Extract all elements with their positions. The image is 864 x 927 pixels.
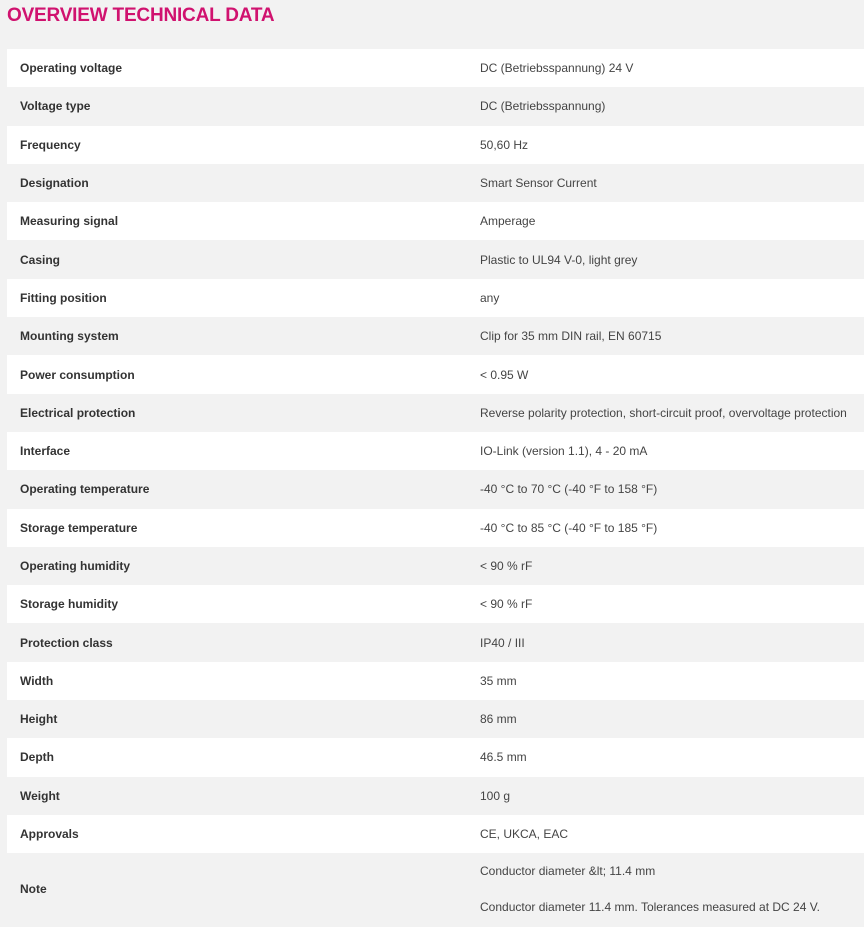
spec-label: Frequency <box>20 137 81 152</box>
spec-label: Protection class <box>20 635 113 650</box>
spec-label: Casing <box>20 252 61 267</box>
table-row <box>7 738 864 776</box>
spec-value: DC (Betriebsspannung) <box>480 99 606 114</box>
spec-label: Storage humidity <box>20 597 119 612</box>
spec-label: Interface <box>20 444 71 459</box>
spec-value: any <box>480 290 500 305</box>
table-row <box>7 317 864 355</box>
spec-label: Fitting position <box>20 290 107 305</box>
table-row <box>7 509 864 547</box>
spec-value: 100 g <box>480 788 511 803</box>
table-row <box>7 662 864 700</box>
table-row <box>7 202 864 240</box>
spec-value: 35 mm <box>480 673 517 688</box>
table-row <box>7 623 864 661</box>
table-row <box>7 87 864 125</box>
spec-value: IO-Link (version 1.1), 4 - 20 mA <box>480 444 648 459</box>
note-line: Conductor diameter &lt; 11.4 mm <box>480 864 656 879</box>
spec-label: Mounting system <box>20 329 119 344</box>
spec-value: < 0.95 W <box>480 367 529 382</box>
spec-label: Operating humidity <box>20 559 131 573</box>
spec-value: 46.5 mm <box>480 750 527 765</box>
note-value <box>480 864 864 914</box>
table-row <box>7 585 864 623</box>
technical-data-table <box>7 49 864 925</box>
spec-label: Power consumption <box>20 367 135 382</box>
spec-label: Operating temperature <box>20 482 150 497</box>
spec-label: Storage temperature <box>20 520 138 535</box>
spec-value: 86 mm <box>480 712 517 727</box>
table-row <box>7 470 864 508</box>
spec-label: Measuring signal <box>20 214 119 229</box>
table-row <box>7 394 864 432</box>
table-row <box>7 49 864 87</box>
spec-label: Note <box>20 882 47 897</box>
spec-value: < 90 % rF <box>480 559 533 573</box>
table-row <box>7 815 864 853</box>
spec-value: Plastic to UL94 V-0, light grey <box>480 252 638 267</box>
table-row <box>7 240 864 278</box>
spec-value: 50,60 Hz <box>480 137 529 152</box>
spec-value: < 90 % rF <box>480 597 533 612</box>
table-row <box>7 126 864 164</box>
spec-label: Approvals <box>20 827 79 842</box>
table-row <box>7 432 864 470</box>
table-row <box>7 279 864 317</box>
spec-label: Height <box>20 712 58 727</box>
table-row-note <box>7 853 864 925</box>
spec-label: Width <box>20 673 54 688</box>
page-title: OVERVIEW TECHNICAL DATA <box>7 5 275 26</box>
spec-value: -40 °C to 70 °C (-40 °F to 158 °F) <box>480 482 658 497</box>
spec-label: Weight <box>20 788 60 803</box>
spec-value: Reverse polarity protection, short-circuit proof, overvoltage protection <box>480 405 847 420</box>
spec-value: Smart Sensor Current <box>480 176 597 191</box>
spec-value: CE, UKCA, EAC <box>480 827 569 842</box>
spec-value: Amperage <box>480 214 536 229</box>
spec-label: Operating voltage <box>20 61 123 76</box>
table-row <box>7 547 864 585</box>
table-row <box>7 355 864 393</box>
spec-value: DC (Betriebsspannung) 24 V <box>480 61 634 76</box>
table-row <box>7 777 864 815</box>
note-line: Conductor diameter 11.4 mm. Tolerances measured at DC 24 V. <box>480 900 820 915</box>
spec-value: -40 °C to 85 °C (-40 °F to 185 °F) <box>480 520 658 535</box>
spec-label: Voltage type <box>20 99 91 114</box>
spec-label: Designation <box>20 176 89 191</box>
table-row <box>7 164 864 202</box>
spec-label: Depth <box>20 750 54 765</box>
spec-value: Clip for 35 mm DIN rail, EN 60715 <box>480 329 662 344</box>
spec-value: IP40 / III <box>480 635 525 650</box>
spec-label: Electrical protection <box>20 405 136 420</box>
table-row <box>7 700 864 738</box>
